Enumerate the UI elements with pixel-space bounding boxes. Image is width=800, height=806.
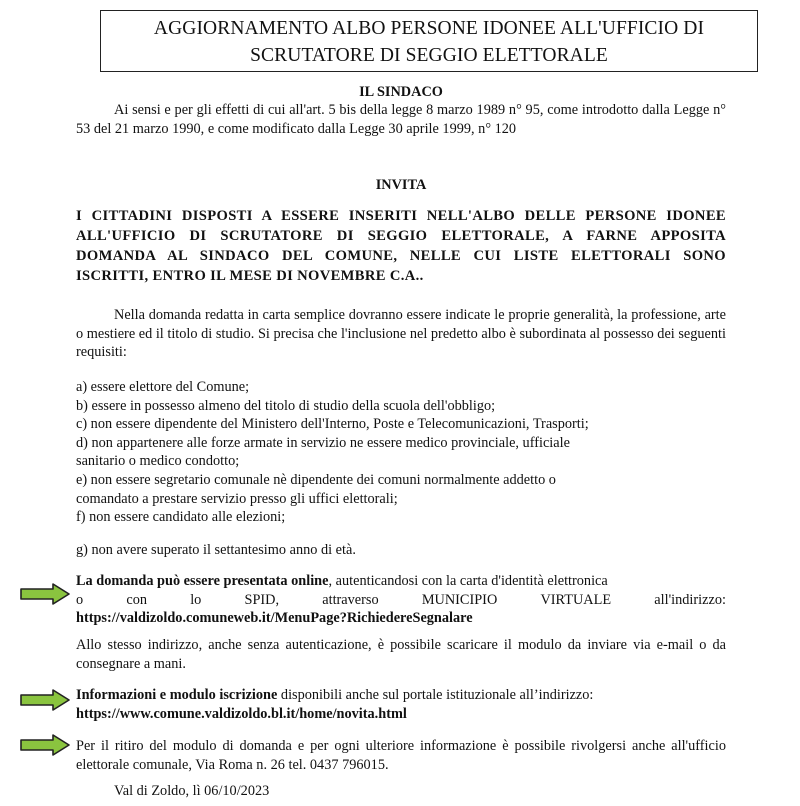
sindaco-heading: IL SINDACO xyxy=(359,84,443,100)
online-url-link[interactable]: https://valdizoldo.comuneweb.it/MenuPage?RichiedereSegnalare xyxy=(76,610,473,627)
invita-heading: INVITA xyxy=(375,177,427,193)
online-word: lo xyxy=(190,591,202,608)
requirement-e-1: e) non essere segretario comunale nè dipendente dei comuni normalmente addetto o xyxy=(76,471,556,488)
domanda-paragraph: Nella domanda redatta in carta semplice dovranno essere indicate le proprie generalità, la professione, arte o mestiere ed il titolo di studio. Si precisa che l'inclusione nel predetto albo è subordinata al possesso dei seguenti requisiti: xyxy=(76,307,726,361)
online-word: all'indirizzo: xyxy=(654,591,726,608)
sindaco-intro: Ai sensi e per gli effetti di cui all'art. 5 bis della legge 8 marzo 1989 n° 95, come introdotto dalla Legge n° 53 del 21 marzo 1990, e come modificato dalla Legge 30 aprile 1999, n° 120 xyxy=(76,102,726,137)
online-bold: La domanda può essere presentata online xyxy=(76,573,329,589)
place-date: Val di Zoldo, lì 06/10/2023 xyxy=(114,783,270,799)
requirement-b: b) essere in possesso almeno del titolo di studio della scuola dell'obbligo; xyxy=(76,397,496,414)
notice-title-box xyxy=(100,10,758,72)
online-word: MUNICIPIO xyxy=(421,591,498,608)
arrow-right-icon xyxy=(20,583,70,605)
online-word: o xyxy=(76,591,84,608)
requirement-d-2: sanitario o medico condotto; xyxy=(76,453,240,470)
invita-text: I CITTADINI DISPOSTI A ESSERE INSERITI NELL'ALBO DELLE PERSONE IDONEE ALL'UFFICIO DI SCRUTATORE DI SEGGIO ELETTORALE, A FARNE APPOSITA DOMANDA AL SINDACO DEL COMUNE, NELLE CUI LISTE ELETTORALI SONO ISCRITTI, ENTRO IL MESE DI NOVEMBRE C.A.. xyxy=(76,208,726,284)
info-bold: Informazioni e modulo iscrizione xyxy=(76,687,278,703)
title-line-2: SCRUTATORE DI SEGGIO ELETTORALE xyxy=(250,45,608,66)
arrow-right-icon xyxy=(20,734,70,756)
online-word: con xyxy=(126,591,147,608)
online-word: attraverso xyxy=(322,591,379,608)
info-paragraph xyxy=(76,686,726,723)
info-url-link[interactable]: https://www.comune.valdizoldo.bl.it/home/novita.html xyxy=(76,705,407,722)
requirement-f: f) non essere candidato alle elezioni; xyxy=(76,509,286,526)
online-word: VIRTUALE xyxy=(540,591,612,608)
ritiro-paragraph: Per il ritiro del modulo di domanda e per ogni ulteriore informazione è possibile rivolgersi anche all'ufficio elettorale comunale, Via Roma n. 26 tel. 0437 796015. xyxy=(76,738,726,773)
requirement-a: a) essere elettore del Comune; xyxy=(76,379,250,395)
title-line-1: AGGIORNAMENTO ALBO PERSONE IDONEE ALL'UFFICIO DI xyxy=(153,18,705,39)
download-paragraph: Allo stesso indirizzo, anche senza autenticazione, è possibile scaricare il modulo da inviare via e-mail o da consegnare a mani. xyxy=(76,637,726,672)
requirement-g: g) non avere superato il settantesimo anno di età. xyxy=(76,542,356,558)
requirement-c: c) non essere dipendente del Ministero dell'Interno, Poste e Telecomunicazioni, Trasporti; xyxy=(76,416,589,433)
online-paragraph xyxy=(76,572,726,628)
arrow-right-icon xyxy=(20,689,70,711)
info-rest: disponibili anche sul portale istituzionale all’indirizzo: xyxy=(277,687,594,703)
requirements-list xyxy=(76,378,726,527)
online-rest: , autenticandosi con la carta d'identità elettronica xyxy=(328,573,608,589)
requirement-e-2: comandato a prestare servizio presso gli uffici elettorali; xyxy=(76,490,398,507)
requirement-d-1: d) non appartenere alle forze armate in servizio ne essere medico provinciale, ufficiale xyxy=(76,434,570,451)
online-word: SPID, xyxy=(244,591,280,608)
online-spid-line xyxy=(76,591,726,610)
